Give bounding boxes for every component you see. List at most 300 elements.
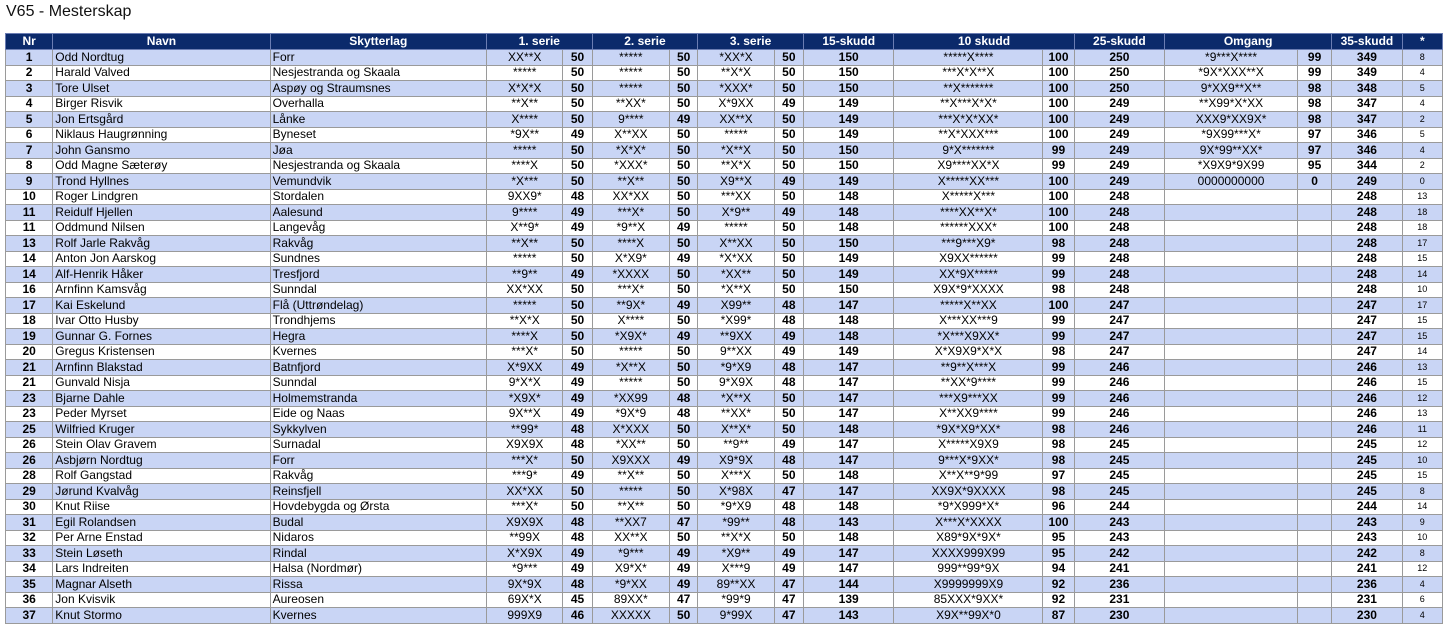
cell-name: Birger Risvik [53,96,270,112]
cell-club: Aalesund [270,205,486,221]
cell-s2-score: 49 [670,577,698,593]
cell-omg-shots [1165,391,1298,407]
cell-s3-shots: ***** [698,127,774,143]
cell-s2-score: 49 [670,329,698,345]
cell-omg-shots [1165,515,1298,531]
cell-name: Odd Nordtug [53,50,270,66]
cell-35-skudd: 348 [1332,81,1402,97]
cell-club: Hovdebygda og Ørsta [270,499,486,515]
cell-omg-shots [1165,484,1298,500]
cell-s3-score: 50 [774,406,803,422]
cell-omg-shots [1165,453,1298,469]
cell-s1-shots: *9*** [486,561,562,577]
cell-nr: 18 [6,313,53,329]
cell-omg-shots [1165,546,1298,562]
cell-15-skudd: 147 [803,406,894,422]
cell-s2-score: 49 [670,298,698,314]
cell-s1-score: 50 [563,251,592,267]
cell-s1-shots: X**9* [486,220,562,236]
cell-s3-shots: 9*X9X [698,375,774,391]
cell-s1-shots: **X*X [486,313,562,329]
cell-s1-shots: *9X** [486,127,562,143]
cell-10-score: 94 [1043,561,1074,577]
cell-omg-shots [1165,298,1298,314]
cell-club: Vemundvik [270,174,486,190]
cell-35-skudd: 241 [1332,561,1402,577]
cell-s3-shots: *X**X [698,143,774,159]
cell-35-skudd: 248 [1332,251,1402,267]
cell-s3-score: 49 [774,174,803,190]
cell-s2-shots: XX**X [592,530,669,546]
table-row [6,422,1443,438]
cell-name: Rolf Gangstad [53,468,270,484]
cell-s3-score: 50 [774,81,803,97]
cell-15-skudd: 143 [803,608,894,624]
cell-club: Kvernes [270,344,486,360]
cell-s1-score: 50 [563,344,592,360]
cell-s1-score: 50 [563,282,592,298]
cell-s2-shots: ****X [592,236,669,252]
table-row [6,329,1443,345]
cell-35-skudd: 246 [1332,406,1402,422]
table-row [6,468,1443,484]
cell-omg-shots [1165,530,1298,546]
table-row [6,344,1443,360]
cell-15-skudd: 148 [803,220,894,236]
cell-name: Alf-Henrik Håker [53,267,270,283]
cell-10-score: 100 [1043,220,1074,236]
cell-club: Rakvåg [270,468,486,484]
cell-s1-score: 50 [563,50,592,66]
cell-star: 14 [1402,499,1442,515]
cell-25-skudd: 245 [1074,453,1165,469]
cell-name: Ivar Otto Husby [53,313,270,329]
cell-10-shots: X9XX****** [894,251,1043,267]
cell-omg-shots [1165,313,1298,329]
cell-10-shots: X**XX9**** [894,406,1043,422]
cell-omg-shots [1165,189,1298,205]
cell-10-shots: *X***X9XX* [894,329,1043,345]
cell-s2-score: 48 [670,406,698,422]
cell-star: 0 [1402,174,1442,190]
cell-star: 10 [1402,282,1442,298]
cell-s2-shots: ***** [592,484,669,500]
cell-s2-shots: ***** [592,50,669,66]
cell-name: Asbjørn Nordtug [53,453,270,469]
cell-club: Holmemstranda [270,391,486,407]
cell-club: Lånke [270,112,486,128]
cell-omg-shots [1165,375,1298,391]
cell-club: Batnfjord [270,360,486,376]
cell-s1-score: 49 [563,267,592,283]
cell-club: Rissa [270,577,486,593]
cell-club: Langevåg [270,220,486,236]
cell-s1-score: 50 [563,499,592,515]
cell-s1-score: 48 [563,577,592,593]
cell-10-shots: *9*X999*X* [894,499,1043,515]
cell-s2-shots: X9XXX [592,453,669,469]
cell-s3-shots: **9** [698,437,774,453]
cell-10-score: 100 [1043,515,1074,531]
cell-club: Flå (Uttrøndelag) [270,298,486,314]
cell-star: 4 [1402,577,1442,593]
cell-omg-score: 95 [1297,158,1331,174]
cell-15-skudd: 147 [803,453,894,469]
cell-10-score: 96 [1043,499,1074,515]
cell-25-skudd: 245 [1074,484,1165,500]
cell-10-shots: 9*X******* [894,143,1043,159]
cell-s2-shots: 89XX* [592,592,669,608]
cell-nr: 16 [6,282,53,298]
cell-nr: 28 [6,468,53,484]
cell-star: 18 [1402,220,1442,236]
cell-25-skudd: 243 [1074,515,1165,531]
cell-s2-shots: *9*XX [592,577,669,593]
cell-star: 5 [1402,81,1442,97]
cell-star: 5 [1402,127,1442,143]
cell-s2-shots: ***** [592,65,669,81]
cell-35-skudd: 248 [1332,282,1402,298]
cell-s1-score: 49 [563,220,592,236]
cell-s3-shots: ***** [698,220,774,236]
cell-omg-score [1297,267,1331,283]
cell-15-skudd: 147 [803,437,894,453]
cell-s3-score: 49 [774,546,803,562]
cell-s3-score: 49 [774,329,803,345]
cell-omg-score [1297,298,1331,314]
cell-10-shots: X*X9X9*X*X [894,344,1043,360]
cell-25-skudd: 241 [1074,561,1165,577]
cell-s2-score: 50 [670,205,698,221]
cell-omg-shots: *9X*XXX**X [1165,65,1298,81]
cell-s3-shots: X**X* [698,422,774,438]
table-row [6,65,1443,81]
table-row [6,174,1443,190]
cell-s2-shots: ***** [592,81,669,97]
cell-s2-score: 50 [670,65,698,81]
cell-s2-score: 50 [670,499,698,515]
cell-nr: 37 [6,608,53,624]
cell-s1-score: 48 [563,189,592,205]
cell-35-skudd: 244 [1332,499,1402,515]
cell-star: 15 [1402,375,1442,391]
cell-s1-score: 49 [563,391,592,407]
cell-15-skudd: 147 [803,391,894,407]
cell-s1-shots: ***** [486,298,562,314]
cell-name: Roger Lindgren [53,189,270,205]
cell-omg-score [1297,530,1331,546]
results-table [5,33,1443,624]
cell-15-skudd: 150 [803,50,894,66]
cell-s3-shots: *XX*X [698,50,774,66]
cell-s3-shots: *XXX* [698,81,774,97]
cell-10-score: 100 [1043,298,1074,314]
cell-omg-score [1297,406,1331,422]
cell-10-shots: X*****X9X9 [894,437,1043,453]
cell-omg-score: 98 [1297,81,1331,97]
cell-35-skudd: 243 [1332,515,1402,531]
cell-15-skudd: 149 [803,344,894,360]
cell-omg-score [1297,391,1331,407]
cell-s3-score: 47 [774,608,803,624]
cell-35-skudd: 349 [1332,65,1402,81]
cell-omg-score [1297,484,1331,500]
cell-omg-shots: XXX9*XX9X* [1165,112,1298,128]
page-title: V65 - Mesterskap [6,3,132,20]
cell-s2-score: 50 [670,313,698,329]
col-name: Navn [53,34,270,50]
cell-omg-shots: 0000000000 [1165,174,1298,190]
cell-10-score: 98 [1043,344,1074,360]
table-row [6,282,1443,298]
cell-s1-score: 50 [563,236,592,252]
cell-s2-shots: **XX* [592,96,669,112]
cell-15-skudd: 149 [803,251,894,267]
cell-s3-score: 50 [774,158,803,174]
cell-name: John Gansmo [53,143,270,159]
cell-s3-shots: **X*X [698,158,774,174]
cell-35-skudd: 248 [1332,267,1402,283]
cell-omg-score [1297,437,1331,453]
cell-s2-score: 49 [670,546,698,562]
cell-nr: 6 [6,127,53,143]
cell-s1-shots: X*X9X [486,546,562,562]
cell-15-skudd: 148 [803,189,894,205]
cell-nr: 35 [6,577,53,593]
cell-s2-shots: 9**** [592,112,669,128]
cell-25-skudd: 250 [1074,81,1165,97]
cell-35-skudd: 346 [1332,143,1402,159]
cell-35-skudd: 248 [1332,205,1402,221]
cell-s3-shots: *X*XX [698,251,774,267]
cell-s2-shots: *9X*9 [592,406,669,422]
cell-s3-shots: *X9** [698,546,774,562]
cell-name: Harald Valved [53,65,270,81]
table-row [6,577,1443,593]
cell-s3-shots: *X99* [698,313,774,329]
col-nr: Nr [6,34,53,50]
cell-15-skudd: 148 [803,530,894,546]
cell-name: Gregus Kristensen [53,344,270,360]
cell-nr: 17 [6,298,53,314]
cell-s2-score: 50 [670,127,698,143]
table-row [6,205,1443,221]
cell-s3-shots: **X*X [698,65,774,81]
cell-omg-shots [1165,608,1298,624]
cell-10-shots: ***X*X**X [894,65,1043,81]
cell-10-score: 98 [1043,422,1074,438]
cell-star: 13 [1402,406,1442,422]
cell-omg-score: 98 [1297,96,1331,112]
cell-nr: 11 [6,220,53,236]
cell-omg-score [1297,546,1331,562]
cell-star: 12 [1402,561,1442,577]
cell-s3-shots: *XX** [698,267,774,283]
cell-s2-shots: *9**X [592,220,669,236]
cell-omg-score: 99 [1297,50,1331,66]
cell-nr: 8 [6,158,53,174]
cell-omg-shots [1165,592,1298,608]
cell-s1-shots: 9*X*X [486,375,562,391]
cell-10-shots: X*****XX*** [894,174,1043,190]
cell-name: Stein Olav Gravem [53,437,270,453]
col-serie-1: 1. serie [486,34,592,50]
cell-name: Oddmund Nilsen [53,220,270,236]
cell-s1-shots: ****X [486,329,562,345]
cell-25-skudd: 236 [1074,577,1165,593]
cell-s1-score: 50 [563,313,592,329]
cell-s1-shots: **X** [486,96,562,112]
cell-star: 17 [1402,236,1442,252]
table-row [6,608,1443,624]
cell-club: Forr [270,453,486,469]
cell-s3-score: 49 [774,205,803,221]
cell-s2-score: 50 [670,344,698,360]
col-15-skudd: 15-skudd [803,34,894,50]
results-body [6,50,1443,624]
cell-s3-shots: X***9 [698,561,774,577]
cell-nr: 11 [6,205,53,221]
cell-omg-shots [1165,422,1298,438]
cell-s2-shots: *X**X [592,360,669,376]
cell-name: Niklaus Haugrønning [53,127,270,143]
cell-s1-shots: ***X* [486,499,562,515]
cell-omg-shots [1165,205,1298,221]
cell-omg-shots [1165,267,1298,283]
cell-s1-shots: *X9X* [486,391,562,407]
table-row [6,81,1443,97]
cell-s2-score: 50 [670,236,698,252]
cell-35-skudd: 246 [1332,391,1402,407]
cell-25-skudd: 249 [1074,174,1165,190]
cell-name: Stein Løseth [53,546,270,562]
cell-s1-score: 49 [563,561,592,577]
cell-10-score: 100 [1043,50,1074,66]
cell-s1-shots: 9X**X [486,406,562,422]
cell-s2-score: 47 [670,592,698,608]
cell-10-shots: XX*9X***** [894,267,1043,283]
cell-nr: 34 [6,561,53,577]
cell-35-skudd: 247 [1332,298,1402,314]
cell-s1-score: 50 [563,81,592,97]
cell-s3-score: 50 [774,65,803,81]
cell-15-skudd: 150 [803,158,894,174]
cell-10-score: 99 [1043,143,1074,159]
cell-s3-shots: **9XX [698,329,774,345]
cell-10-score: 98 [1043,236,1074,252]
cell-omg-score [1297,344,1331,360]
cell-star: 14 [1402,344,1442,360]
cell-name: Jørund Kvalvåg [53,484,270,500]
cell-10-score: 92 [1043,577,1074,593]
cell-star: 18 [1402,205,1442,221]
cell-s1-shots: 9X*9X [486,577,562,593]
cell-s1-score: 49 [563,360,592,376]
cell-omg-score [1297,313,1331,329]
cell-s1-score: 50 [563,65,592,81]
cell-s2-shots: **XX7 [592,515,669,531]
cell-25-skudd: 248 [1074,205,1165,221]
cell-10-score: 92 [1043,592,1074,608]
cell-10-score: 100 [1043,205,1074,221]
cell-s2-score: 49 [670,561,698,577]
cell-star: 8 [1402,546,1442,562]
cell-name: Kai Eskelund [53,298,270,314]
cell-s2-score: 49 [670,251,698,267]
cell-club: Rindal [270,546,486,562]
cell-omg-score [1297,422,1331,438]
cell-s1-shots: X9X9X [486,437,562,453]
col-star: * [1402,34,1442,50]
cell-25-skudd: 246 [1074,375,1165,391]
cell-s3-shots: X*9XX [698,96,774,112]
table-row [6,530,1443,546]
cell-omg-score [1297,251,1331,267]
cell-s3-shots: X9*9X [698,453,774,469]
cell-s3-shots: **XX* [698,406,774,422]
cell-s2-score: 50 [670,189,698,205]
cell-s1-shots: **99X [486,530,562,546]
cell-s2-shots: *X*X* [592,143,669,159]
cell-s3-score: 50 [774,468,803,484]
table-row [6,561,1443,577]
cell-omg-score: 98 [1297,112,1331,128]
cell-s2-shots: XXXXX [592,608,669,624]
col-10-skudd: 10 skudd [894,34,1074,50]
cell-star: 15 [1402,251,1442,267]
cell-nr: 5 [6,112,53,128]
cell-s3-score: 50 [774,189,803,205]
col-25-skudd: 25-skudd [1074,34,1165,50]
cell-star: 12 [1402,391,1442,407]
cell-15-skudd: 150 [803,143,894,159]
cell-club: Overhalla [270,96,486,112]
cell-club: Rakvåg [270,236,486,252]
cell-star: 4 [1402,65,1442,81]
cell-10-shots: **XX*9**** [894,375,1043,391]
table-row [6,406,1443,422]
cell-s1-score: 49 [563,468,592,484]
cell-s1-score: 50 [563,298,592,314]
cell-s2-score: 50 [670,422,698,438]
cell-star: 8 [1402,50,1442,66]
cell-15-skudd: 149 [803,112,894,128]
cell-10-shots: XX9X*9XXXX [894,484,1043,500]
cell-35-skudd: 344 [1332,158,1402,174]
cell-name: Jon Ertsgård [53,112,270,128]
cell-s1-shots: ***X* [486,453,562,469]
col-club: Skytterlag [270,34,486,50]
col-omgang: Omgang [1165,34,1332,50]
cell-s3-shots: *X**X [698,391,774,407]
table-row [6,50,1443,66]
cell-omg-shots: 9X*99**XX* [1165,143,1298,159]
cell-10-shots: XXXX999X99 [894,546,1043,562]
cell-10-score: 99 [1043,360,1074,376]
cell-10-shots: ****XX**X* [894,205,1043,221]
cell-star: 13 [1402,189,1442,205]
cell-25-skudd: 250 [1074,50,1165,66]
cell-10-shots: 999**99*9X [894,561,1043,577]
cell-s1-score: 48 [563,437,592,453]
cell-25-skudd: 247 [1074,313,1165,329]
cell-15-skudd: 147 [803,360,894,376]
cell-s3-score: 50 [774,251,803,267]
cell-star: 4 [1402,608,1442,624]
cell-club: Hegra [270,329,486,345]
cell-25-skudd: 245 [1074,468,1165,484]
cell-s2-score: 50 [670,530,698,546]
